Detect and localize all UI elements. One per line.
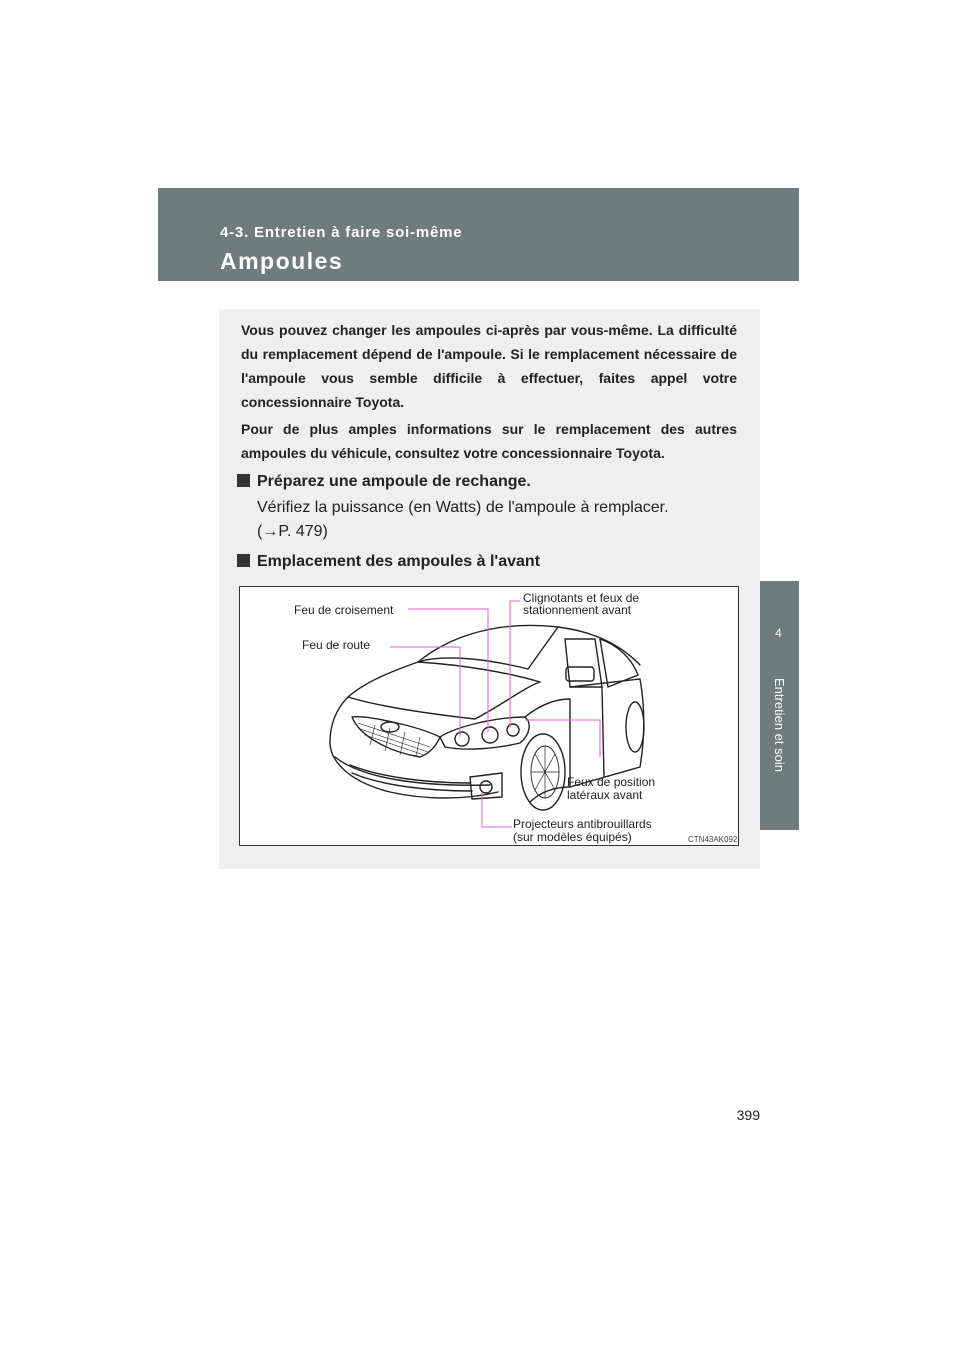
car-hood <box>348 662 540 719</box>
car-headlight <box>440 717 529 749</box>
car-lower-intake <box>350 765 470 783</box>
page-reference: (→P. 479) <box>257 523 328 540</box>
label-turn-signal-2: stationnement avant <box>523 603 632 617</box>
front-bulb-diagram <box>239 586 739 846</box>
headlight-bulb-turn <box>507 724 519 736</box>
subheading-text: Emplacement des ampoules à l'avant <box>257 553 541 570</box>
car-side-mirror <box>566 667 594 681</box>
label-high-beam: Feu de route <box>302 638 371 652</box>
square-bullet-icon <box>237 474 250 487</box>
label-turn-signal-1: Clignotants et feux de <box>523 591 640 605</box>
label-side-marker-1: Feux de position <box>567 775 656 789</box>
car-door-line <box>602 687 604 777</box>
leader-line-turn-signal <box>510 601 520 727</box>
label-fog-lamp-1: Projecteurs antibrouillards <box>513 817 652 831</box>
car-side-window-front <box>565 639 602 687</box>
car-rear-wheel <box>626 702 644 752</box>
car-roof-outline <box>418 625 640 665</box>
chapter-header <box>158 188 799 281</box>
content-panel <box>219 309 760 869</box>
car-emblem-icon <box>381 722 399 732</box>
intro-paragraph: Vous pouvez changer les ampoules ci-après par vous-même. La difficulté du remplacement dépend de l'ampoule. Si le remplacement nécessaire de l'ampoule vous semble difficile à effectuer, faites appel votre concessionnaire Toyota. <box>241 322 737 410</box>
chapter-label: Entretien et soin <box>772 678 787 772</box>
car-illustration <box>240 587 740 847</box>
page-title: Ampoules <box>220 248 344 274</box>
car-lower-fascia <box>335 757 490 785</box>
chapter-number: 4 <box>775 626 782 640</box>
chapter-side-tab <box>758 581 799 830</box>
page-number: 399 <box>736 1107 760 1123</box>
section-label: 4-3. Entretien à faire soi-même <box>220 224 463 241</box>
subheading-text: Préparez une ampoule de rechange. <box>257 473 531 490</box>
subheading-spare-bulb <box>237 473 531 491</box>
intro-paragraph-2: Pour de plus amples informations sur le remplacement des autres ampoules du véhicule, consultez votre concessionnaire Toyota. <box>241 421 737 461</box>
label-low-beam: Feu de croisement <box>294 603 394 617</box>
headlight-bulb-high <box>455 732 469 746</box>
fog-lamp-bulb <box>480 781 492 793</box>
car-grille-mesh <box>358 723 430 756</box>
figure-code: CTN43AK092 <box>688 835 738 844</box>
subheading-front-bulbs <box>237 553 540 571</box>
square-bullet-icon <box>237 554 250 567</box>
label-fog-lamp-2: (sur modèles équipés) <box>513 830 632 844</box>
car-side-body <box>570 679 644 787</box>
car-wheel-spokes <box>531 746 559 798</box>
leader-line-low-beam <box>408 609 488 732</box>
headlight-bulb-low <box>482 727 498 743</box>
instruction-text: Vérifiez la puissance (en Watts) de l'ampoule à remplacer. <box>257 499 669 516</box>
label-side-marker-2: latéraux avant <box>567 788 643 802</box>
